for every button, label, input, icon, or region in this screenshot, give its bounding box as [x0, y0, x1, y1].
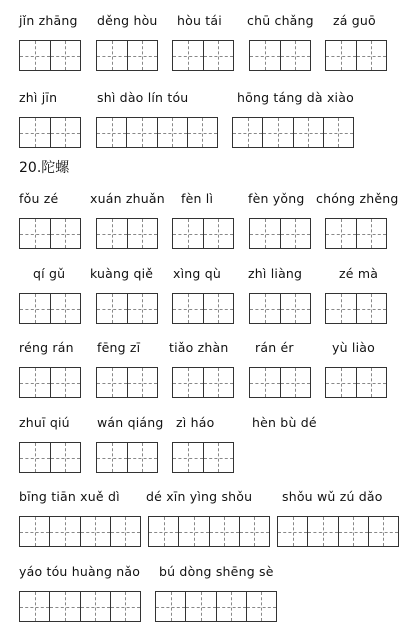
writing-grid[interactable]	[96, 367, 158, 398]
writing-grid[interactable]	[249, 293, 311, 324]
pinyin-label: rán ér	[255, 340, 294, 355]
pinyin-label: fèn lì	[181, 191, 214, 206]
pinyin-label: fǒu zé	[19, 191, 59, 206]
pinyin-label: xìng qù	[173, 266, 221, 281]
pinyin-label: fèn yǒng	[248, 191, 305, 206]
writing-grid[interactable]	[172, 442, 234, 473]
pinyin-label: zhì liàng	[248, 266, 303, 281]
pinyin-label: tiǎo zhàn	[169, 340, 229, 355]
writing-grid[interactable]	[19, 218, 81, 249]
writing-grid[interactable]	[155, 591, 277, 622]
writing-grid[interactable]	[19, 516, 141, 547]
writing-grid[interactable]	[325, 367, 387, 398]
pinyin-label: yù liào	[332, 340, 375, 355]
pinyin-label: réng rán	[19, 340, 74, 355]
writing-grid[interactable]	[172, 293, 234, 324]
writing-grid[interactable]	[172, 367, 234, 398]
writing-grid[interactable]	[19, 293, 81, 324]
writing-grid[interactable]	[96, 218, 158, 249]
writing-grid[interactable]	[19, 367, 81, 398]
writing-grid[interactable]	[19, 40, 81, 71]
pinyin-label: děng hòu	[97, 13, 158, 28]
pinyin-label: wán qiáng	[97, 415, 164, 430]
pinyin-label: yáo tóu huàng nǎo	[19, 564, 141, 579]
pinyin-label: hòu tái	[177, 13, 222, 28]
pinyin-label: zhì jīn	[19, 90, 58, 105]
pinyin-label: chóng zhěng	[316, 191, 399, 206]
writing-grid[interactable]	[96, 293, 158, 324]
pinyin-label: kuàng qiě	[90, 266, 154, 281]
pinyin-label: zhuī qiú	[19, 415, 70, 430]
writing-grid[interactable]	[325, 293, 387, 324]
writing-grid[interactable]	[325, 40, 387, 71]
writing-grid[interactable]	[19, 117, 81, 148]
writing-grid[interactable]	[249, 218, 311, 249]
pinyin-label: shǒu wǔ zú dǎo	[282, 489, 383, 504]
writing-grid[interactable]	[232, 117, 354, 148]
pinyin-label: shì dào lín tóu	[97, 90, 189, 105]
pinyin-label: hèn bù dé	[252, 415, 317, 430]
pinyin-label: zé mà	[339, 266, 379, 281]
writing-grid[interactable]	[148, 516, 270, 547]
pinyin-label: bú dòng shēng sè	[159, 564, 274, 579]
writing-grid[interactable]	[277, 516, 399, 547]
pinyin-label: dé xīn yìng shǒu	[146, 489, 253, 504]
pinyin-label: chū chǎng	[247, 13, 314, 28]
writing-grid[interactable]	[96, 442, 158, 473]
writing-grid[interactable]	[172, 40, 234, 71]
pinyin-label: hōng táng dà xiào	[237, 90, 354, 105]
writing-grid[interactable]	[249, 40, 311, 71]
writing-grid[interactable]	[172, 218, 234, 249]
writing-grid[interactable]	[19, 442, 81, 473]
pinyin-label: qí gǔ	[33, 266, 66, 281]
writing-grid[interactable]	[19, 591, 141, 622]
pinyin-label: jǐn zhāng	[19, 13, 78, 28]
pinyin-label: bīng tiān xuě dì	[19, 489, 120, 504]
writing-grid[interactable]	[325, 218, 387, 249]
pinyin-label: xuán zhuǎn	[90, 191, 165, 206]
writing-grid[interactable]	[96, 40, 158, 71]
pinyin-label: zì háo	[176, 415, 215, 430]
writing-grid[interactable]	[96, 117, 218, 148]
writing-grid[interactable]	[249, 367, 311, 398]
pinyin-label: fēng zī	[97, 340, 141, 355]
lesson-title: 20.陀螺	[19, 160, 70, 176]
pinyin-label: zá guō	[333, 13, 376, 28]
